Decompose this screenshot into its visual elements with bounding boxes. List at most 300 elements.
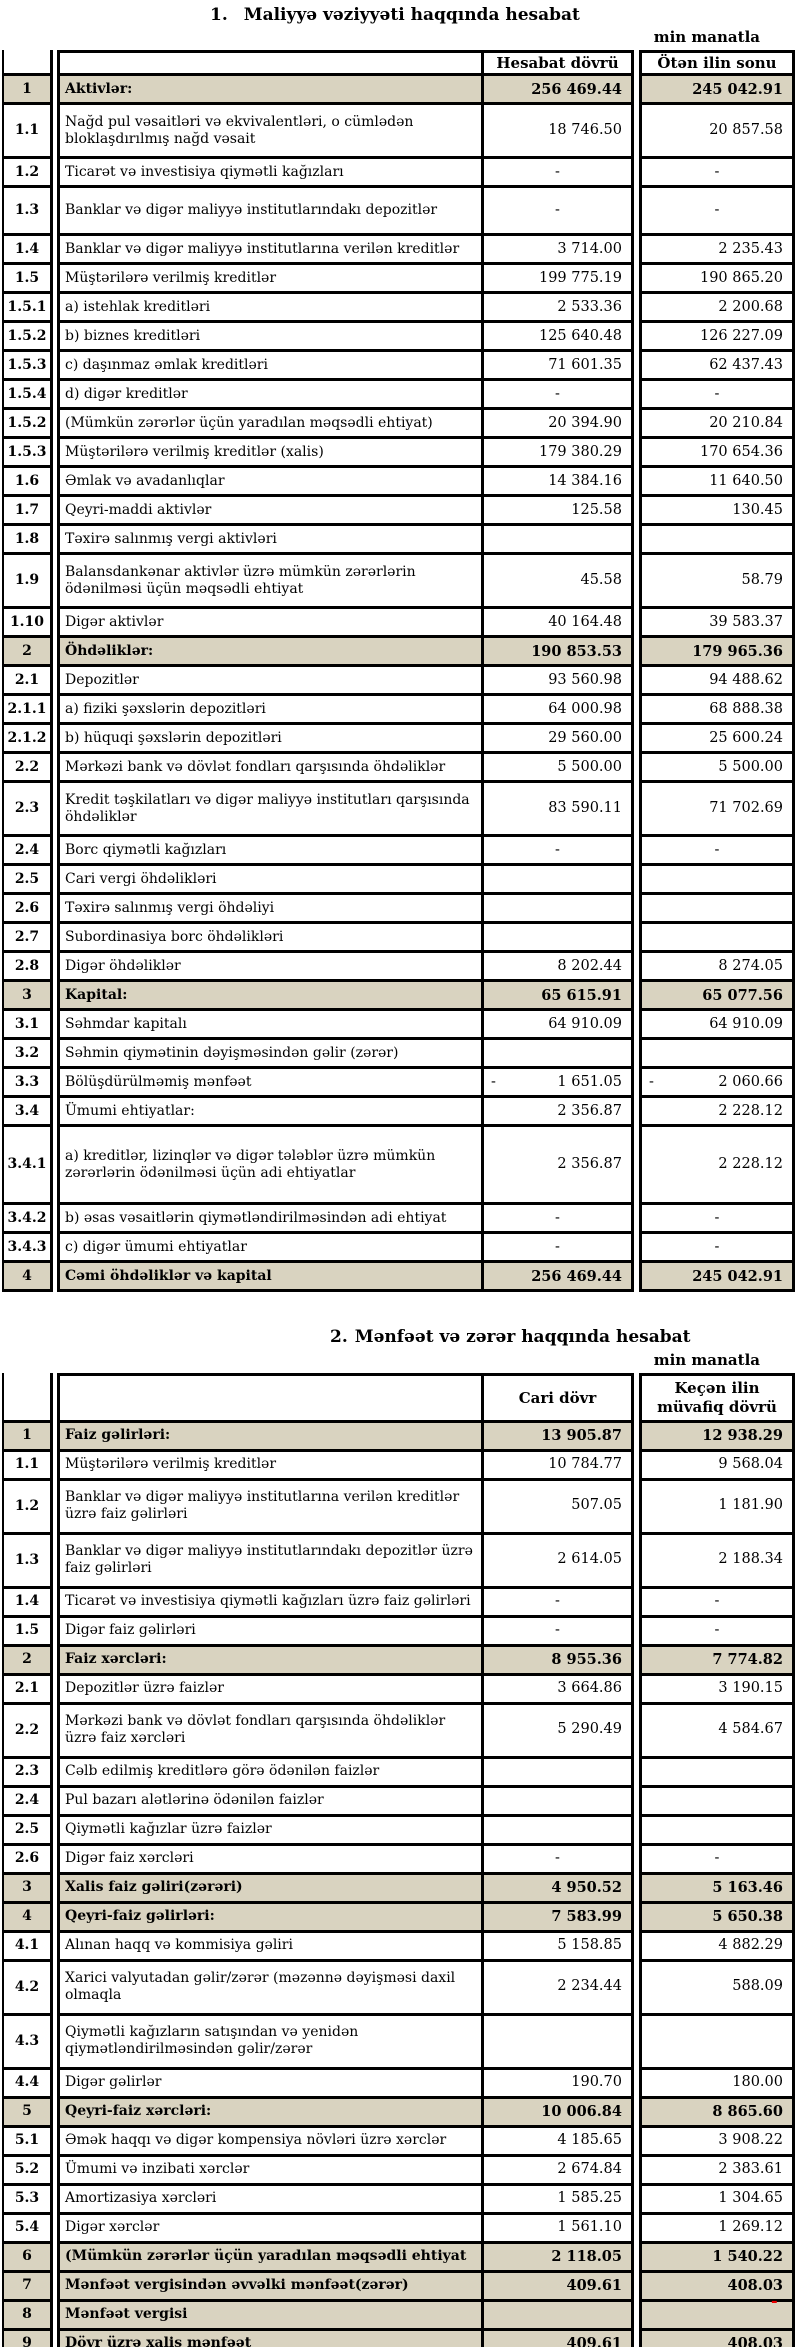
row-number: 2.1 — [2, 1676, 53, 1705]
row-number: 1.5.3 — [2, 352, 53, 381]
value-current: 2 614.05 — [481, 1535, 634, 1589]
row-number: 4 — [2, 1904, 53, 1933]
table-row — [2, 696, 795, 725]
table-row — [2, 1452, 795, 1481]
table-row — [2, 1069, 795, 1098]
table-row — [2, 1904, 795, 1933]
table-row — [2, 866, 795, 895]
value-current: 65 615.91 — [481, 982, 634, 1011]
row-number: 2.8 — [2, 953, 53, 982]
row-number: 2 — [2, 1647, 53, 1676]
table-row — [2, 725, 795, 754]
table-row — [2, 76, 795, 105]
row-number: 1.5 — [2, 265, 53, 294]
report2-title-number: 2. — [330, 1327, 348, 1348]
row-number: 5.2 — [2, 2157, 53, 2186]
value-current: 64 910.09 — [481, 1011, 634, 1040]
table-row — [2, 982, 795, 1011]
table-row — [2, 497, 795, 526]
row-label: Subordinasiya borc öhdəlikləri — [57, 924, 481, 953]
row-label: Nağd pul vəsaitləri və ekvivalentləri, o cümlədən bloklaşdırılmış nağd vəsait — [57, 105, 481, 159]
value-previous: 126 227.09 — [639, 323, 795, 352]
row-number: 1.4 — [2, 1589, 53, 1618]
value-previous: 4 882.29 — [639, 1933, 795, 1962]
row-label: Müştərilərə verilmiş kreditlər (xalis) — [57, 439, 481, 468]
value-current: 125 640.48 — [481, 323, 634, 352]
row-number: 1.3 — [2, 1535, 53, 1589]
value-current: - — [481, 837, 634, 866]
row-number: 3.3 — [2, 1069, 53, 1098]
value-previous — [639, 1788, 795, 1817]
value-current: - — [481, 381, 634, 410]
row-label: a) istehlak kreditləri — [57, 294, 481, 323]
value-previous: 2 200.68 — [639, 294, 795, 323]
value-current: 14 384.16 — [481, 468, 634, 497]
row-label: Qiymətli kağızlar üzrə faizlər — [57, 1817, 481, 1846]
row-label: Xalis faiz gəliri(zərəri) — [57, 1875, 481, 1904]
row-number: 5.4 — [2, 2215, 53, 2244]
value-current: 45.58 — [481, 555, 634, 609]
value-previous: 11 640.50 — [639, 468, 795, 497]
row-number: 2.6 — [2, 1846, 53, 1875]
row-label: Faiz gəlirləri: — [57, 1423, 481, 1452]
header-number-cell — [2, 1373, 53, 1423]
row-label: Əmlak və avadanlıqlar — [57, 468, 481, 497]
value-previous: 58.79 — [639, 555, 795, 609]
value-previous: - — [639, 1589, 795, 1618]
value-current: 64 000.98 — [481, 696, 634, 725]
table-row — [2, 667, 795, 696]
table-header-row — [2, 50, 795, 76]
row-label: Müştərilərə verilmiş kreditlər — [57, 1452, 481, 1481]
value-previous — [639, 2016, 795, 2070]
row-label: c) daşınmaz əmlak kreditləri — [57, 352, 481, 381]
value-previous: 3 190.15 — [639, 1676, 795, 1705]
value-previous: - — [639, 1846, 795, 1875]
row-label: Faiz xərcləri: — [57, 1647, 481, 1676]
value-current — [481, 1069, 634, 1098]
value-current: - — [481, 1205, 634, 1234]
row-label: Banklar və digər maliyyə institutlarındakı depozitlər — [57, 188, 481, 236]
column-header-current: Cari dövr — [481, 1373, 634, 1423]
value-current — [481, 526, 634, 555]
row-number: 8 — [2, 2302, 53, 2331]
table-row — [2, 1676, 795, 1705]
value-current — [481, 1788, 634, 1817]
value-current: - — [481, 1589, 634, 1618]
value-current: 2 234.44 — [481, 1962, 634, 2016]
row-label: Qeyri-faiz gəlirləri: — [57, 1904, 481, 1933]
row-number: 2.5 — [2, 866, 53, 895]
table-row — [2, 1263, 795, 1292]
report1-title-number: 1. — [210, 5, 228, 25]
row-label: Alınan haqq və kommisiya gəliri — [57, 1933, 481, 1962]
report1-title — [210, 0, 800, 25]
row-number: 1.9 — [2, 555, 53, 609]
column-header-previous: Ötən ilin sonu — [639, 50, 795, 76]
table-row — [2, 2016, 795, 2070]
row-label: Mənfəət vergisindən əvvəlki mənfəət(zərər) — [57, 2273, 481, 2302]
table-row — [2, 1875, 795, 1904]
row-number: 3.4.2 — [2, 1205, 53, 1234]
report1-title-text: Maliyyə vəziyyəti haqqında hesabat — [243, 5, 580, 25]
row-number: 1.7 — [2, 497, 53, 526]
table-row — [2, 1423, 795, 1452]
row-number: 2.1 — [2, 667, 53, 696]
row-label: Kapital: — [57, 982, 481, 1011]
value-previous — [639, 1817, 795, 1846]
row-number: 2.7 — [2, 924, 53, 953]
value-previous: 4 584.67 — [639, 1705, 795, 1759]
minus-sign: - — [649, 1073, 654, 1090]
row-number: 4.4 — [2, 2070, 53, 2099]
value-number: 2 060.66 — [718, 1073, 783, 1090]
row-number: 2.4 — [2, 837, 53, 866]
table-row — [2, 837, 795, 866]
row-label: Qiymətli kağızların satışından və yenidən qiymətləndirilməsindən gəlir/zərər — [57, 2016, 481, 2070]
value-current: 10 006.84 — [481, 2099, 634, 2128]
value-previous: 3 908.22 — [639, 2128, 795, 2157]
row-number: 1.5.4 — [2, 381, 53, 410]
table-row — [2, 2302, 795, 2331]
table-row — [2, 1647, 795, 1676]
value-previous: 2 228.12 — [639, 1127, 795, 1205]
row-number: 3.4 — [2, 1098, 53, 1127]
value-current: 507.05 — [481, 1481, 634, 1535]
value-current: - — [481, 188, 634, 236]
row-label: (Mümkün zərərlər üçün yaradılan məqsədli ehtiyat) — [57, 410, 481, 439]
row-label: b) əsas vəsaitlərin qiymətləndirilməsindən adi ehtiyat — [57, 1205, 481, 1234]
row-label: Banklar və digər maliyyə institutlarına verilən kreditlər üzrə faiz gəlirləri — [57, 1481, 481, 1535]
table-row — [2, 188, 795, 236]
row-label: Müştərilərə verilmiş kreditlər — [57, 265, 481, 294]
value-current: - — [481, 1234, 634, 1263]
table-row — [2, 783, 795, 837]
value-current: 8 202.44 — [481, 953, 634, 982]
value-current: 190 853.53 — [481, 638, 634, 667]
row-label: Digər öhdəliklər — [57, 953, 481, 982]
row-number: 1.5.3 — [2, 439, 53, 468]
row-label: Ticarət və investisiya qiymətli kağızları — [57, 159, 481, 188]
table-row — [2, 2273, 795, 2302]
value-current: 71 601.35 — [481, 352, 634, 381]
row-label: Təxirə salınmış vergi aktivləri — [57, 526, 481, 555]
value-previous: 179 965.36 — [639, 638, 795, 667]
row-number: 1 — [2, 1423, 53, 1452]
row-label: Mənfəət vergisi — [57, 2302, 481, 2331]
value-current: - — [481, 1618, 634, 1647]
table-row — [2, 105, 795, 159]
row-label: b) hüquqi şəxslərin depozitləri — [57, 725, 481, 754]
row-number: 2.2 — [2, 754, 53, 783]
row-label: Balansdankənar aktivlər üzrə mümkün zərərlərin ödənilməsi üçün məqsədli ehtiyat — [57, 555, 481, 609]
value-current — [481, 895, 634, 924]
table-row — [2, 1098, 795, 1127]
value-previous: 5 500.00 — [639, 754, 795, 783]
value-previous: 5 650.38 — [639, 1904, 795, 1933]
row-number: 1 — [2, 76, 53, 105]
row-number: 4.1 — [2, 1933, 53, 1962]
value-current: 13 905.87 — [481, 1423, 634, 1452]
table-row — [2, 236, 795, 265]
value-previous: 245 042.91 — [639, 76, 795, 105]
report2-title-text: Mənfəət və zərər haqqında hesabat — [354, 1327, 691, 1348]
report1-unit-label: min manatla — [653, 28, 760, 47]
row-label: Banklar və digər maliyyə institutlarına verilən kreditlər — [57, 236, 481, 265]
row-label: b) biznes kreditləri — [57, 323, 481, 352]
value-previous: 2 235.43 — [639, 236, 795, 265]
value-current: 3 714.00 — [481, 236, 634, 265]
table-row — [2, 1618, 795, 1647]
row-number: 4.3 — [2, 2016, 53, 2070]
row-label: Digər faiz xərcləri — [57, 1846, 481, 1875]
value-current: 20 394.90 — [481, 410, 634, 439]
value-current — [481, 924, 634, 953]
value-previous: 94 488.62 — [639, 667, 795, 696]
row-label: Cari vergi öhdəlikləri — [57, 866, 481, 895]
table-row — [2, 381, 795, 410]
table-row — [2, 1817, 795, 1846]
value-current: 29 560.00 — [481, 725, 634, 754]
table-row — [2, 526, 795, 555]
value-current: 40 164.48 — [481, 609, 634, 638]
row-number: 1.1 — [2, 105, 53, 159]
header-label-cell — [57, 1373, 481, 1423]
value-current — [481, 1040, 634, 1069]
row-number: 3 — [2, 982, 53, 1011]
row-number: 1.2 — [2, 1481, 53, 1535]
row-label: Səhmdar kapitalı — [57, 1011, 481, 1040]
red-dash-annotation: - — [771, 2291, 778, 2310]
row-number: 3 — [2, 1875, 53, 1904]
value-current: 2 674.84 — [481, 2157, 634, 2186]
financial-position-table — [2, 50, 795, 1292]
table-row — [2, 1011, 795, 1040]
value-previous: 1 181.90 — [639, 1481, 795, 1535]
value-previous: 190 865.20 — [639, 265, 795, 294]
value-previous: 68 888.38 — [639, 696, 795, 725]
row-label: Kredit təşkilatları və digər maliyyə institutları qarşısında öhdəliklər — [57, 783, 481, 837]
value-previous: 245 042.91 — [639, 1263, 795, 1292]
value-current: 4 185.65 — [481, 2128, 634, 2157]
row-number: 3.4.3 — [2, 1234, 53, 1263]
row-number: 2.2 — [2, 1705, 53, 1759]
row-label: Xarici valyutadan gəlir/zərər (məzənnə dəyişməsi daxil olmaqla — [57, 1962, 481, 2016]
table-row — [2, 2186, 795, 2215]
value-previous: 588.09 — [639, 1962, 795, 2016]
table-row — [2, 1933, 795, 1962]
row-label: Qeyri-maddi aktivlər — [57, 497, 481, 526]
value-current: 2 356.87 — [481, 1098, 634, 1127]
value-current: 2 533.36 — [481, 294, 634, 323]
value-current: 5 500.00 — [481, 754, 634, 783]
value-current: 4 950.52 — [481, 1875, 634, 1904]
table-row — [2, 323, 795, 352]
row-label: Mərkəzi bank və dövlət fondları qarşısında öhdəliklər üzrə faiz xərcləri — [57, 1705, 481, 1759]
table-row — [2, 1705, 795, 1759]
table-row — [2, 1759, 795, 1788]
row-number: 1.4 — [2, 236, 53, 265]
row-label: Depozitlər üzrə faizlər — [57, 1676, 481, 1705]
row-label: Bölüşdürülməmiş mənfəət — [57, 1069, 481, 1098]
value-number: 1 651.05 — [557, 1073, 622, 1090]
value-previous: 64 910.09 — [639, 1011, 795, 1040]
row-number: 1.5.1 — [2, 294, 53, 323]
row-number: 1.3 — [2, 188, 53, 236]
row-label: Digər gəlirlər — [57, 2070, 481, 2099]
table-row — [2, 159, 795, 188]
value-current: - — [481, 1846, 634, 1875]
value-previous: 2 228.12 — [639, 1098, 795, 1127]
value-current: 5 290.49 — [481, 1705, 634, 1759]
row-number: 1.5.2 — [2, 410, 53, 439]
value-current: 1 561.10 — [481, 2215, 634, 2244]
minus-sign: - — [491, 1073, 496, 1090]
header-number-cell — [2, 50, 53, 76]
row-number: 9 — [2, 2331, 53, 2347]
value-previous: - — [639, 837, 795, 866]
row-label: a) kreditlər, lizinqlər və digər tələblər üzrə mümkün zərərlərin ödənilməsi üçün adi ehtiyatlar — [57, 1127, 481, 1205]
table-row — [2, 754, 795, 783]
table-row — [2, 555, 795, 609]
column-header-current: Hesabat dövrü — [481, 50, 634, 76]
row-label: a) fiziki şəxslərin depozitləri — [57, 696, 481, 725]
row-label: Qeyri-faiz xərcləri: — [57, 2099, 481, 2128]
value-previous: 408.03 — [639, 2273, 795, 2302]
value-current: 2 356.87 — [481, 1127, 634, 1205]
table-row — [2, 1589, 795, 1618]
value-previous: 2 383.61 — [639, 2157, 795, 2186]
row-number: 1.6 — [2, 468, 53, 497]
value-previous — [639, 924, 795, 953]
value-current: 2 118.05 — [481, 2244, 634, 2273]
row-number: 2.5 — [2, 1817, 53, 1846]
value-previous: 1 304.65 — [639, 2186, 795, 2215]
table-row — [2, 638, 795, 667]
table-row — [2, 410, 795, 439]
value-current — [481, 1817, 634, 1846]
table-row — [2, 895, 795, 924]
row-number: 2.3 — [2, 783, 53, 837]
row-number: 1.5 — [2, 1618, 53, 1647]
value-previous: - — [639, 188, 795, 236]
row-label: Əmək haqqı və digər kompensiya növləri üzrə xərclər — [57, 2128, 481, 2157]
row-number: 4.2 — [2, 1962, 53, 2016]
row-number: 5.3 — [2, 2186, 53, 2215]
value-previous: 1 540.22 — [639, 2244, 795, 2273]
report2-unit-label: min manatla — [653, 1350, 760, 1369]
table-row — [2, 1040, 795, 1069]
row-label: Mərkəzi bank və dövlət fondları qarşısında öhdəliklər — [57, 754, 481, 783]
value-previous: 20 210.84 — [639, 410, 795, 439]
row-number: 5 — [2, 2099, 53, 2128]
table-row — [2, 924, 795, 953]
row-label: Cəmi öhdəliklər və kapital — [57, 1263, 481, 1292]
row-label: Aktivlər: — [57, 76, 481, 105]
value-current: 190.70 — [481, 2070, 634, 2099]
value-current: 125.58 — [481, 497, 634, 526]
profit-loss-table — [2, 1373, 795, 2347]
value-current: 7 583.99 — [481, 1904, 634, 1933]
table-header-row — [2, 1373, 795, 1423]
table-row — [2, 609, 795, 638]
row-number: 3.2 — [2, 1040, 53, 1069]
row-number: 2.6 — [2, 895, 53, 924]
table-row — [2, 352, 795, 381]
report2-title — [330, 1322, 800, 1347]
value-previous: 170 654.36 — [639, 439, 795, 468]
row-label: Ümumi və inzibati xərclər — [57, 2157, 481, 2186]
value-previous: 62 437.43 — [639, 352, 795, 381]
table-row — [2, 1481, 795, 1535]
table-row — [2, 1205, 795, 1234]
row-number: 2.1.1 — [2, 696, 53, 725]
row-number: 2.1.2 — [2, 725, 53, 754]
value-previous — [639, 526, 795, 555]
row-label: Səhmin qiymətinin dəyişməsindən gəlir (zərər) — [57, 1040, 481, 1069]
value-current: 199 775.19 — [481, 265, 634, 294]
row-label: Digər aktivlər — [57, 609, 481, 638]
value-current — [481, 866, 634, 895]
value-previous: 20 857.58 — [639, 105, 795, 159]
table-row — [2, 1127, 795, 1205]
value-current: 1 585.25 — [481, 2186, 634, 2215]
row-label: Digər xərclər — [57, 2215, 481, 2244]
value-previous — [639, 866, 795, 895]
value-previous: 65 077.56 — [639, 982, 795, 1011]
value-previous: - — [639, 159, 795, 188]
row-label: Ticarət və investisiya qiymətli kağızları üzrə faiz gəlirləri — [57, 1589, 481, 1618]
row-number: 2.3 — [2, 1759, 53, 1788]
value-previous — [639, 1040, 795, 1069]
value-previous: 180.00 — [639, 2070, 795, 2099]
row-number: 4 — [2, 1263, 53, 1292]
table-row — [2, 2128, 795, 2157]
value-current: - — [481, 159, 634, 188]
table-row — [2, 2099, 795, 2128]
row-number: 1.10 — [2, 609, 53, 638]
row-number: 5.1 — [2, 2128, 53, 2157]
row-number: 7 — [2, 2273, 53, 2302]
value-previous: 9 568.04 — [639, 1452, 795, 1481]
value-current: 179 380.29 — [481, 439, 634, 468]
value-current: 256 469.44 — [481, 76, 634, 105]
row-number: 6 — [2, 2244, 53, 2273]
value-current: 409.61 — [481, 2331, 634, 2347]
table-row — [2, 265, 795, 294]
table-row — [2, 2070, 795, 2099]
table-row — [2, 2215, 795, 2244]
value-current — [481, 2016, 634, 2070]
row-label: Digər faiz gəlirləri — [57, 1618, 481, 1647]
value-previous: 8 865.60 — [639, 2099, 795, 2128]
value-previous: - — [639, 1618, 795, 1647]
row-number: 2.4 — [2, 1788, 53, 1817]
value-current — [481, 1759, 634, 1788]
value-current: 409.61 — [481, 2273, 634, 2302]
row-label: Banklar və digər maliyyə institutlarındakı depozitlər üzrə faiz gəlirləri — [57, 1535, 481, 1589]
table-row — [2, 1234, 795, 1263]
value-previous: 2 188.34 — [639, 1535, 795, 1589]
value-current: 18 746.50 — [481, 105, 634, 159]
row-label: Təxirə salınmış vergi öhdəliyi — [57, 895, 481, 924]
value-previous: 1 269.12 — [639, 2215, 795, 2244]
value-previous: 408.03 — [639, 2331, 795, 2347]
column-header-previous: Keçən ilin müvafiq dövrü — [639, 1373, 795, 1423]
value-previous: 130.45 — [639, 497, 795, 526]
row-label: Depozitlər — [57, 667, 481, 696]
row-number: 1.2 — [2, 159, 53, 188]
